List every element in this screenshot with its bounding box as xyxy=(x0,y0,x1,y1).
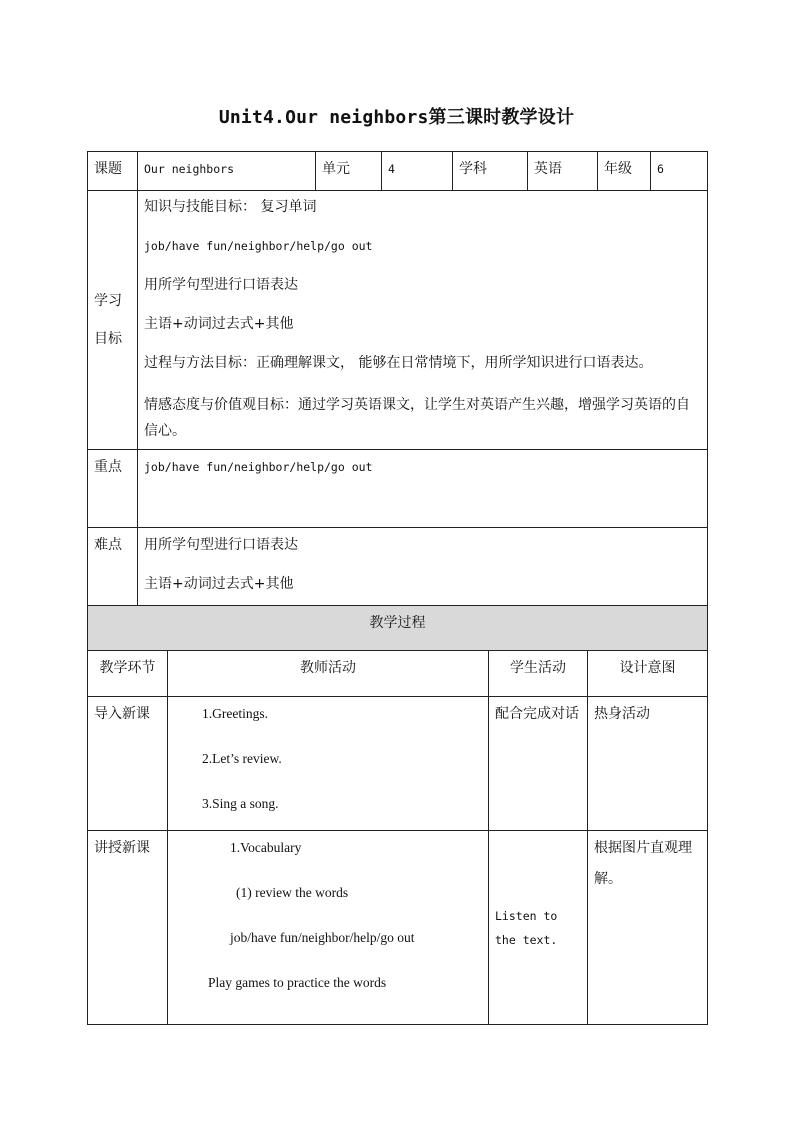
difficulties-row xyxy=(88,528,708,606)
design-purpose: 热身活动 xyxy=(594,706,650,722)
key-points-label: 重点 xyxy=(94,459,122,475)
teacher-step: 1.Greetings. xyxy=(202,706,268,721)
objective-line: 用所学句型进行口语表达 xyxy=(144,277,298,293)
subject-label: 学科 xyxy=(459,161,487,177)
key-points-row xyxy=(88,450,708,528)
teacher-step: Play games to practice the words xyxy=(208,975,387,990)
teacher-activity xyxy=(168,697,488,814)
lesson-info-table xyxy=(87,151,708,606)
topic-value: Our neighbors xyxy=(144,162,235,176)
process-heading-row xyxy=(88,606,708,651)
objectives-label-line-2: 目标 xyxy=(94,331,122,347)
unit-label: 单元 xyxy=(322,161,350,177)
page-title: Unit4.Our neighbors第三课时教学设计 xyxy=(218,107,575,128)
difficulties-content xyxy=(138,528,707,594)
student-activity: 配合完成对话 xyxy=(495,706,579,722)
process-row-intro xyxy=(88,697,708,831)
stage-cell: 讲授新课 xyxy=(94,840,150,856)
topic-label: 课题 xyxy=(94,161,122,177)
teacher-activity xyxy=(168,831,488,993)
objective-line: 主语+动词过去式+其他 xyxy=(144,316,294,332)
header-student: 学生活动 xyxy=(510,660,566,676)
info-row xyxy=(88,152,708,191)
teacher-step: job/have fun/neighbor/help/go out xyxy=(230,930,415,945)
difficulty-line: 用所学句型进行口语表达 xyxy=(144,537,298,553)
process-row-new-lesson xyxy=(88,831,708,1025)
difficulty-line: 主语+动词过去式+其他 xyxy=(144,576,294,592)
grade-value: 6 xyxy=(657,162,664,176)
stage-cell: 导入新课 xyxy=(94,706,150,722)
header-stage: 教学环节 xyxy=(99,660,156,676)
objective-line: job/have fun/neighbor/help/go out xyxy=(144,239,373,253)
process-heading: 教学过程 xyxy=(369,615,426,631)
header-purpose: 设计意图 xyxy=(619,660,676,676)
header-teacher: 教师活动 xyxy=(300,660,356,676)
student-activity: Listen to the text. xyxy=(495,908,558,947)
objectives-content xyxy=(138,191,707,444)
subject-value: 英语 xyxy=(534,161,562,177)
objectives-row xyxy=(88,191,708,450)
process-header-row xyxy=(88,651,708,697)
design-purpose: 根据图片直观理解。 xyxy=(594,840,692,887)
teacher-step: (1) review the words xyxy=(236,885,349,900)
grade-label: 年级 xyxy=(604,161,632,177)
objective-line: 过程与方法目标：正确理解课文， 能够在日常情境下，用所学知识进行口语表达。 xyxy=(144,355,653,371)
objective-line: 情感态度与价值观目标：通过学习英语课文，让学生对英语产生兴趣，增强学习英语的自信心。 xyxy=(144,397,690,439)
objective-line: 知识与技能目标： 复习单词 xyxy=(144,199,317,215)
teaching-process-table xyxy=(87,605,708,1025)
objectives-label-line-1: 学习 xyxy=(94,293,122,309)
key-points-text: job/have fun/neighbor/help/go out xyxy=(144,460,373,474)
difficulties-label: 难点 xyxy=(94,537,122,553)
teacher-step: 2.Let’s review. xyxy=(202,751,282,766)
unit-value: 4 xyxy=(388,162,395,176)
teacher-step: 3.Sing a song. xyxy=(202,796,279,811)
teacher-step: 1.Vocabulary xyxy=(230,840,302,855)
objectives-label xyxy=(88,282,137,358)
